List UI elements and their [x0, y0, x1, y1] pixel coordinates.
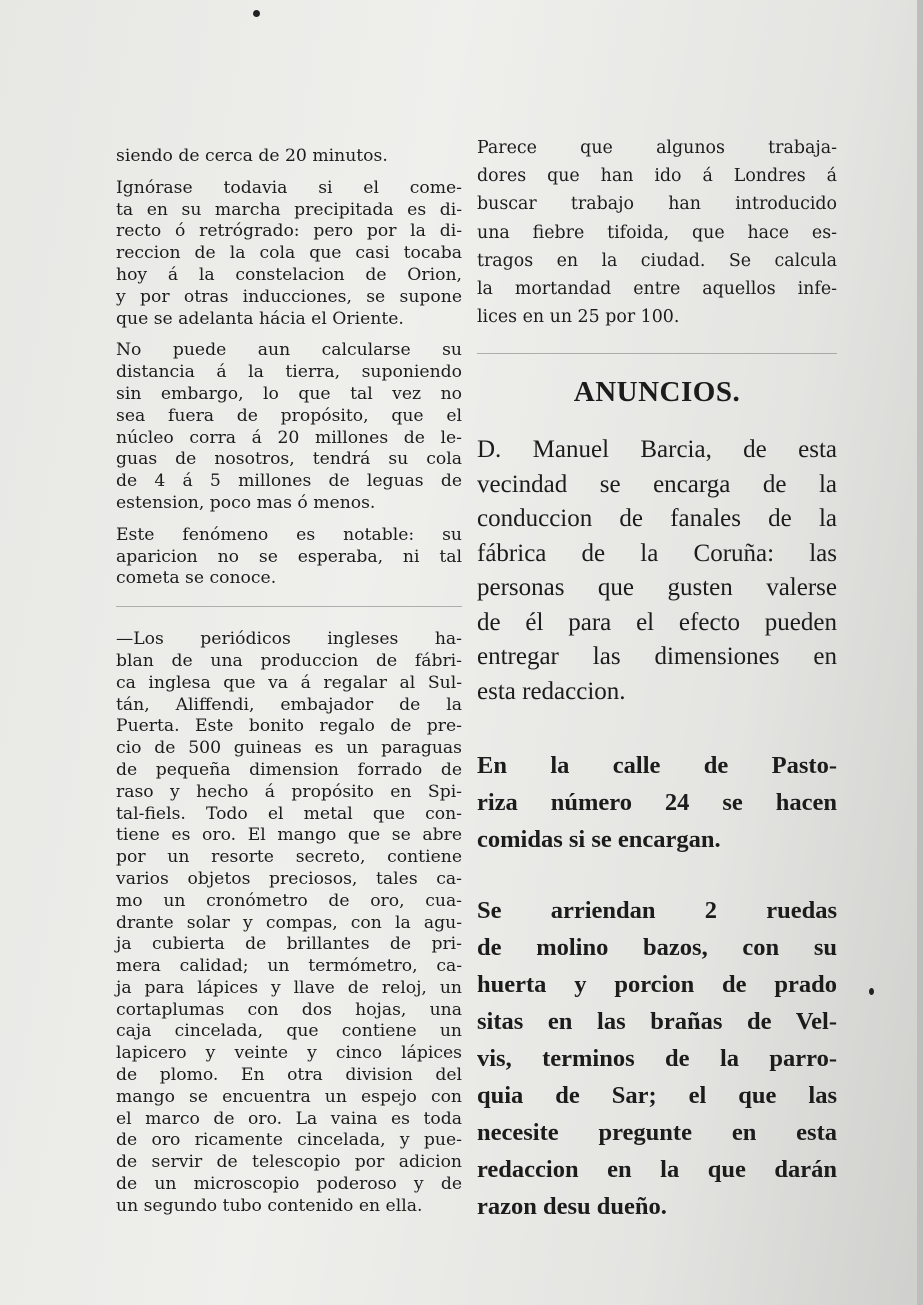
text-line: redaccion en la que darán [477, 1156, 837, 1184]
text-line: de plomo. En otra division del [116, 1065, 462, 1086]
text-line: ca inglesa que va á regalar al Sul- [116, 672, 462, 693]
text-line: una fiebre tifoida, que hace es- [477, 222, 837, 243]
text-line: D. Manuel Barcia, de esta [477, 436, 837, 464]
page-edge-shadow [917, 0, 923, 1305]
text-line: aparicion no se esperaba, ni tal [116, 546, 462, 567]
text-line: cio de 500 guineas es un paraguas [116, 738, 462, 759]
ink-speck [253, 10, 260, 17]
ad-ruedas-molino [477, 892, 837, 1225]
text-line: un segundo tubo contenido en ella. [116, 1195, 423, 1216]
text-line: caja cincelada, que contiene un [116, 1021, 462, 1042]
text-line: de servir de telescopio por adicion [116, 1152, 462, 1173]
text-line: —Los periódicos ingleses ha- [116, 629, 462, 650]
text-line: estension, poco mas ó menos. [116, 492, 376, 513]
text-line: comidas si se encargan. [477, 826, 721, 854]
text-line: mo un cronómetro de oro, cua- [116, 890, 462, 911]
comet-distance-paragraph [116, 340, 462, 514]
text-line: por un resorte secreto, contiene [116, 847, 462, 868]
ink-speck [869, 988, 874, 995]
text-line: No puede aun calcularse su [116, 340, 462, 361]
text-line: sin embargo, lo que tal vez no [116, 383, 462, 404]
text-line: que se adelanta hácia el Oriente. [116, 308, 404, 329]
column-divider [477, 353, 837, 354]
text-line: tán, Aliffendi, embajador de la [116, 694, 462, 715]
text-line: distancia á la tierra, suponiendo [116, 362, 462, 383]
text-line: Puerta. Este bonito regalo de pre- [116, 716, 462, 737]
comet-duration-paragraph [116, 146, 462, 168]
text-line: entregar las dimensiones en [477, 643, 837, 671]
text-line: necesite pregunte en esta [477, 1119, 837, 1147]
text-line: blan de una produccion de fábri- [116, 650, 462, 671]
text-line: varios objetos preciosos, tales ca- [116, 868, 462, 889]
text-line: de un microscopio poderoso y de [116, 1174, 462, 1195]
text-line: lices en un 25 por 100. [477, 307, 680, 328]
left-column [116, 146, 462, 1218]
text-line: conduccion de fanales de la [477, 505, 837, 533]
announcements-heading: ANUNCIOS. [573, 376, 741, 409]
text-line: siendo de cerca de 20 minutos. [116, 146, 388, 166]
text-line: de él para el efecto pueden [477, 608, 837, 636]
text-line: esta redaccion. [477, 677, 626, 705]
text-line: hoy á la constelacion de Orion, [116, 264, 462, 285]
text-line: buscar trabajo han introducido [477, 194, 837, 215]
text-line: quia de Sar; el que las [477, 1082, 837, 1110]
text-line: núcleo corra á 20 millones de le- [116, 427, 462, 448]
comet-notable-paragraph [116, 525, 462, 590]
text-line: tragos en la ciudad. Se calcula [477, 250, 837, 271]
ad-pastoriza-comidas [477, 747, 837, 858]
ad-barcia-fanales [477, 433, 837, 709]
text-line: raso y hecho á propósito en Spi- [116, 781, 462, 802]
text-line: tiene es oro. El mango que se abre [116, 825, 462, 846]
umbrella-gift-paragraph [116, 629, 462, 1218]
text-line: lapicero y veinte y cinco lápices [116, 1043, 462, 1064]
text-line: el marco de oro. La vaina es toda [116, 1108, 462, 1129]
text-line: riza número 24 se hacen [477, 789, 837, 817]
right-column [477, 134, 837, 1225]
text-line: cortaplumas con dos hojas, una [116, 999, 462, 1020]
text-line: mango se encuentra un espejo con [116, 1086, 462, 1107]
text-line: Se arriendan 2 ruedas [477, 897, 837, 925]
text-line: Parece que algunos trabaja- [477, 138, 837, 158]
text-line: fábrica de la Coruña: las [477, 539, 837, 567]
text-line: huerta y porcion de prado [477, 971, 837, 999]
text-line: personas que gusten valerse [477, 574, 837, 602]
text-line: mera calidad; un termómetro, ca- [116, 956, 462, 977]
text-line: guas de nosotros, tendrá su cola [116, 449, 462, 470]
text-line: sitas en las brañas de Vel- [477, 1008, 837, 1036]
text-line: la mortandad entre aquellos infe- [477, 279, 837, 300]
text-line: recto ó retrógrado: pero por la di- [116, 221, 462, 242]
text-line: razon desu dueño. [477, 1193, 667, 1221]
comet-direction-paragraph [116, 178, 462, 331]
text-line: de oro ricamente cincelada, y pue- [116, 1130, 462, 1151]
text-line: tal-fiels. Todo el metal que con- [116, 803, 462, 824]
text-line: vecindad se encarga de la [477, 470, 837, 498]
typhoid-news-paragraph [477, 134, 837, 331]
text-line: ta en su marcha precipitada es di- [116, 199, 462, 220]
column-divider [116, 606, 462, 607]
text-line: ja para lápices y llave de reloj, un [116, 977, 462, 998]
text-line: En la calle de Pasto- [477, 752, 837, 780]
text-line: cometa se conoce. [116, 568, 277, 589]
text-line: dores que han ido á Londres á [477, 166, 837, 187]
text-line: Ignórase todavia si el come- [116, 177, 462, 198]
text-line: de 4 á 5 millones de leguas de [116, 471, 462, 492]
text-line: sea fuera de propósito, que el [116, 405, 462, 426]
text-line: de molino bazos, con su [477, 934, 837, 962]
text-line: Este fenómeno es notable: su [116, 524, 462, 545]
text-line: vis, terminos de la parro- [477, 1045, 837, 1073]
text-line: reccion de la cola que casi tocaba [116, 243, 462, 264]
text-line: drante solar y compas, con la agu- [116, 912, 462, 933]
text-line: y por otras inducciones, se supone [116, 286, 462, 307]
text-line: de pequeña dimension forrado de [116, 759, 462, 780]
text-line: ja cubierta de brillantes de pri- [116, 934, 462, 955]
